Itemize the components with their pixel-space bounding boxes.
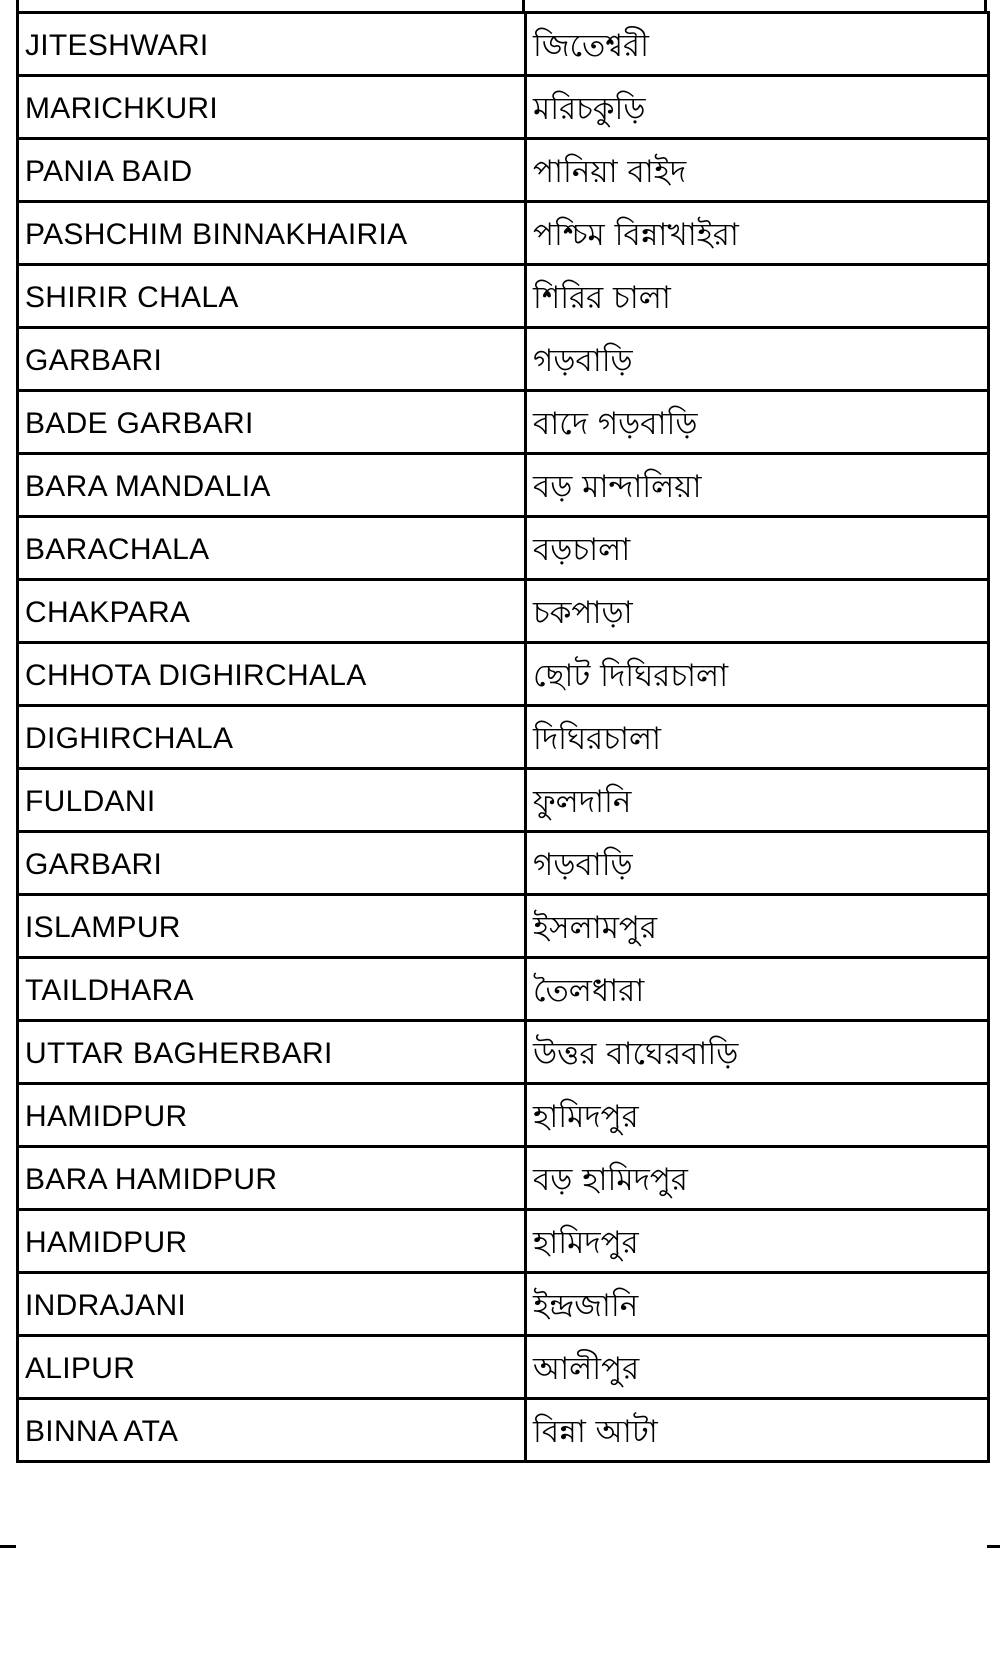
- table-row: [18, 76, 989, 139]
- english-name-cell: CHAKPARA: [18, 580, 526, 643]
- table-row: [18, 1084, 989, 1147]
- english-name-cell: HAMIDPUR: [18, 1084, 526, 1147]
- bengali-name-cell: দিঘিরচালা: [526, 706, 989, 769]
- bengali-name-cell: শিরির চালা: [526, 265, 989, 328]
- table-row: [18, 1273, 989, 1336]
- table-row: [18, 265, 989, 328]
- table-row: [18, 1021, 989, 1084]
- bengali-name-cell: বড় হামিদপুর: [526, 1147, 989, 1210]
- english-name-cell: SHIRIR CHALA: [18, 265, 526, 328]
- english-name-cell: TAILDHARA: [18, 958, 526, 1021]
- table-body: [18, 13, 989, 1462]
- english-name-cell: FULDANI: [18, 769, 526, 832]
- bengali-name-cell: বিন্না আটা: [526, 1399, 989, 1462]
- left-margin-rule: [0, 0, 16, 1548]
- english-name-cell: ISLAMPUR: [18, 895, 526, 958]
- table-row: [18, 1399, 989, 1462]
- table-row: [18, 1336, 989, 1399]
- bengali-name-cell: গড়বাড়ি: [526, 832, 989, 895]
- place-names-table: [16, 11, 990, 1463]
- bengali-name-cell: চকপাড়া: [526, 580, 989, 643]
- english-name-cell: CHHOTA DIGHIRCHALA: [18, 643, 526, 706]
- english-name-cell: PASHCHIM BINNAKHAIRIA: [18, 202, 526, 265]
- english-name-cell: PANIA BAID: [18, 139, 526, 202]
- bengali-name-cell: ছোট দিঘিরচালা: [526, 643, 989, 706]
- table-row: [18, 643, 989, 706]
- table-row: [18, 832, 989, 895]
- bengali-name-cell: হামিদপুর: [526, 1084, 989, 1147]
- table-row: [18, 328, 989, 391]
- english-name-cell: BARACHALA: [18, 517, 526, 580]
- bengali-name-cell: ইসলামপুর: [526, 895, 989, 958]
- english-name-cell: BADE GARBARI: [18, 391, 526, 454]
- english-name-cell: JITESHWARI: [18, 13, 526, 76]
- english-name-cell: GARBARI: [18, 328, 526, 391]
- bengali-name-cell: বাদে গড়বাড়ি: [526, 391, 989, 454]
- english-name-cell: BARA MANDALIA: [18, 454, 526, 517]
- table-row: [18, 391, 989, 454]
- table-row: [18, 139, 989, 202]
- table-row: [18, 895, 989, 958]
- english-name-cell: DIGHIRCHALA: [18, 706, 526, 769]
- bengali-name-cell: বড়চালা: [526, 517, 989, 580]
- english-name-cell: BARA HAMIDPUR: [18, 1147, 526, 1210]
- english-name-cell: MARICHKURI: [18, 76, 526, 139]
- bengali-name-cell: তৈলধারা: [526, 958, 989, 1021]
- english-name-cell: BINNA ATA: [18, 1399, 526, 1462]
- table-row: [18, 13, 989, 76]
- bengali-name-cell: আলীপুর: [526, 1336, 989, 1399]
- bengali-name-cell: হামিদপুর: [526, 1210, 989, 1273]
- table-row: [18, 580, 989, 643]
- table-row: [18, 1210, 989, 1273]
- bengali-name-cell: ইন্দ্রজানি: [526, 1273, 989, 1336]
- english-name-cell: INDRAJANI: [18, 1273, 526, 1336]
- table-row: [18, 706, 989, 769]
- table-row: [18, 1147, 989, 1210]
- table-row: [18, 769, 989, 832]
- bengali-name-cell: ফুলদানি: [526, 769, 989, 832]
- bengali-name-cell: গড়বাড়ি: [526, 328, 989, 391]
- bengali-name-cell: জিতেশ্বরী: [526, 13, 989, 76]
- table-row: [18, 958, 989, 1021]
- english-name-cell: ALIPUR: [18, 1336, 526, 1399]
- english-name-cell: HAMIDPUR: [18, 1210, 526, 1273]
- bengali-name-cell: পশ্চিম বিন্নাখাইরা: [526, 202, 989, 265]
- english-name-cell: GARBARI: [18, 832, 526, 895]
- table-row: [18, 454, 989, 517]
- bengali-name-cell: মরিচকুড়ি: [526, 76, 989, 139]
- table-row: [18, 202, 989, 265]
- bengali-name-cell: বড় মান্দালিয়া: [526, 454, 989, 517]
- table-row: [18, 517, 989, 580]
- english-name-cell: UTTAR BAGHERBARI: [18, 1021, 526, 1084]
- bengali-name-cell: পানিয়া বাইদ: [526, 139, 989, 202]
- bengali-name-cell: উত্তর বাঘেরবাড়ি: [526, 1021, 989, 1084]
